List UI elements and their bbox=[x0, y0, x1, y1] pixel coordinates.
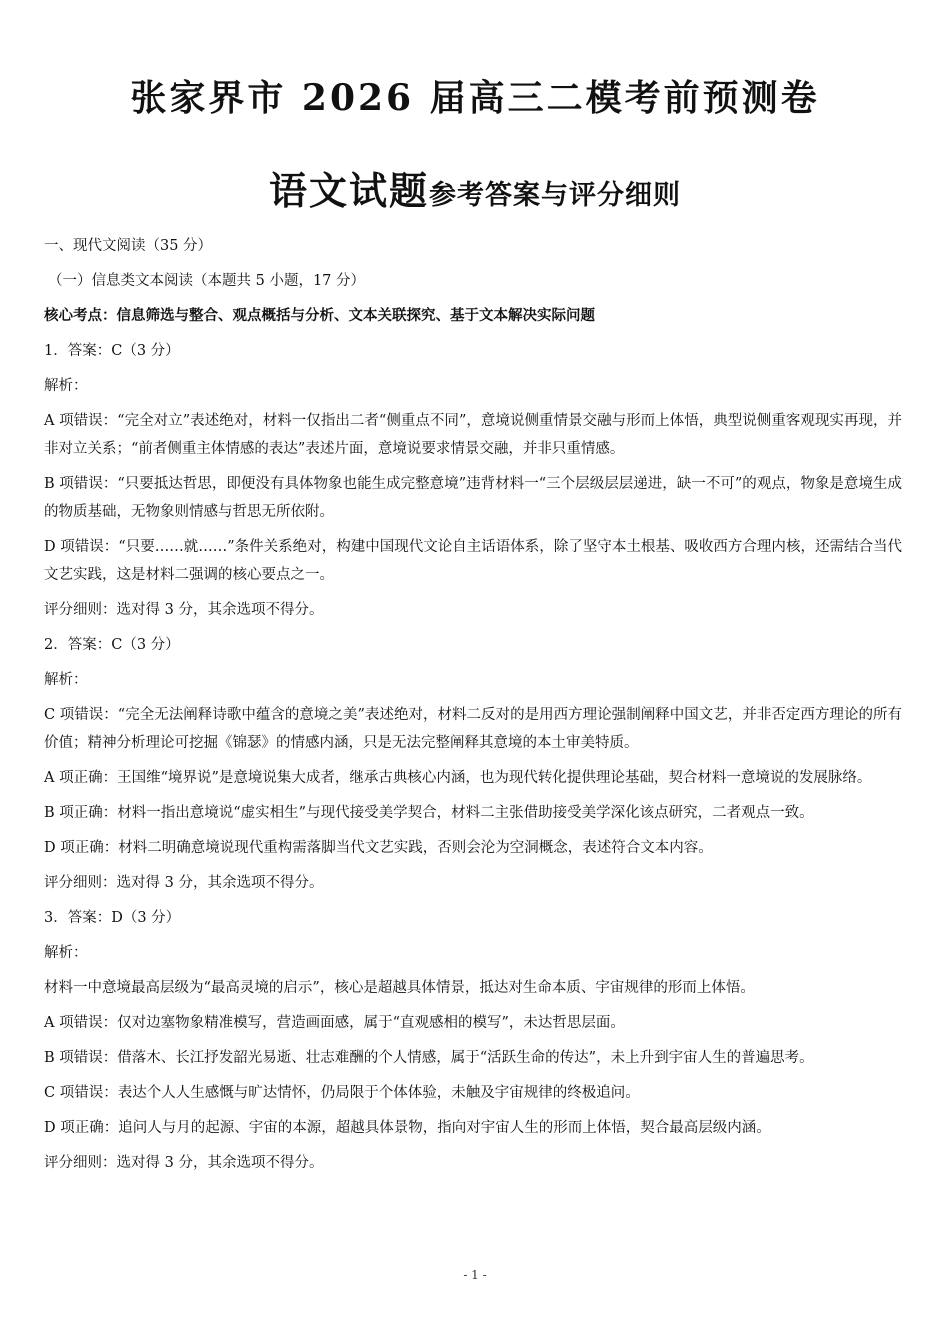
q3-option-d: D 项正确：追问人与月的起源、宇宙的本源，超越具体景物，指向对宇宙人生的形而上体悟，契合最高层级内涵。 bbox=[44, 1120, 771, 1136]
document-title: 张家界市 2026 届高三二模考前预测卷 bbox=[130, 77, 820, 119]
core-points: 核心考点：信息筛选与整合、观点概括与分析、文本关联探究、基于文本解决实际问题 bbox=[44, 307, 595, 324]
q1-scoring: 评分细则：选对得 3 分，其余选项不得分。 bbox=[44, 602, 324, 618]
q3-analysis-label: 解析： bbox=[44, 945, 88, 961]
q1-option-d: D 项错误：“只要……就……”条件关系绝对，构建中国现代文论自主话语体系，除了坚守本土根基、吸收西方合理内核，还需结合当代文艺实践，这是材料二强调的核心要点之一。 bbox=[44, 539, 902, 583]
q2-option-c: C 项错误：“完全无法阐释诗歌中蕴含的意境之美”表述绝对，材料二反对的是用西方理论强制阐释中国文艺，并非否定西方理论的所有价值；精神分析理论可挖掘《锦瑟》的情感内涵，只是无法完整阐释其意境的本土审美特质。 bbox=[44, 707, 902, 751]
section-subheading: （一）信息类文本阅读（本题共 5 小题，17 分） bbox=[48, 273, 366, 289]
q3-option-c: C 项错误：表达个人人生感慨与旷达情怀，仍局限于个体体验，未触及宇宙规律的终极追问。 bbox=[44, 1085, 640, 1101]
q2-option-b: B 项正确：材料一指出意境说“虚实相生”与现代接受美学契合，材料二主张借助接受美学深化该点研究，二者观点一致。 bbox=[44, 805, 814, 821]
document-subtitle bbox=[0, 160, 950, 215]
q2-scoring: 评分细则：选对得 3 分，其余选项不得分。 bbox=[44, 875, 324, 891]
subject-title: 语文试题 bbox=[268, 168, 429, 213]
q1-analysis-label: 解析： bbox=[44, 378, 88, 394]
q2-option-d: D 项正确：材料二明确意境说现代重构需落脚当代文艺实践，否则会沦为空洞概念，表述符合文本内容。 bbox=[44, 840, 713, 856]
q3-intro: 材料一中意境最高层级为“最高灵境的启示”，核心是超越具体情景，抵达对生命本质、宇宙规律的形而上体悟。 bbox=[44, 980, 755, 996]
q3-option-b: B 项错误：借落木、长江抒发韶光易逝、壮志难酬的个人情感，属于“活跃生命的传达”，未上升到宇宙人生的普遍思考。 bbox=[44, 1050, 814, 1066]
q2-answer: 2．答案：C（3 分） bbox=[44, 637, 180, 653]
q3-scoring: 评分细则：选对得 3 分，其余选项不得分。 bbox=[44, 1155, 324, 1171]
answer-key-title: 参考答案与评分细则 bbox=[429, 180, 681, 211]
q3-answer: 3．答案：D（3 分） bbox=[44, 910, 181, 926]
answer-content bbox=[44, 232, 902, 1184]
q2-analysis-label: 解析： bbox=[44, 672, 88, 688]
page-number: - 1 - bbox=[463, 1268, 487, 1282]
q1-option-b: B 项错误：“只要抵达哲思，即便没有具体物象也能生成完整意境”违背材料一“三个层级层层递进，缺一不可”的观点，物象是意境生成的物质基础，无物象则情感与哲思无所依附。 bbox=[44, 476, 902, 520]
q3-option-a: A 项错误：仅对边塞物象精准模写，营造画面感，属于“直观感相的模写”，未达哲思层面。 bbox=[44, 1015, 625, 1031]
q1-option-a: A 项错误：“完全对立”表述绝对，材料一仅指出二者“侧重点不同”，意境说侧重情景交融与形而上体悟，典型说侧重客观现实再现，并非对立关系；“前者侧重主体情感的表达”表述片面，意境说要求情景交融，并非只重情感。 bbox=[44, 413, 902, 457]
section-heading: 一、现代文阅读（35 分） bbox=[44, 238, 213, 254]
q2-option-a: A 项正确：王国维“境界说”是意境说集大成者，继承古典核心内涵，也为现代转化提供理论基础，契合材料一意境说的发展脉络。 bbox=[44, 770, 872, 786]
q1-answer: 1．答案：C（3 分） bbox=[44, 343, 180, 359]
